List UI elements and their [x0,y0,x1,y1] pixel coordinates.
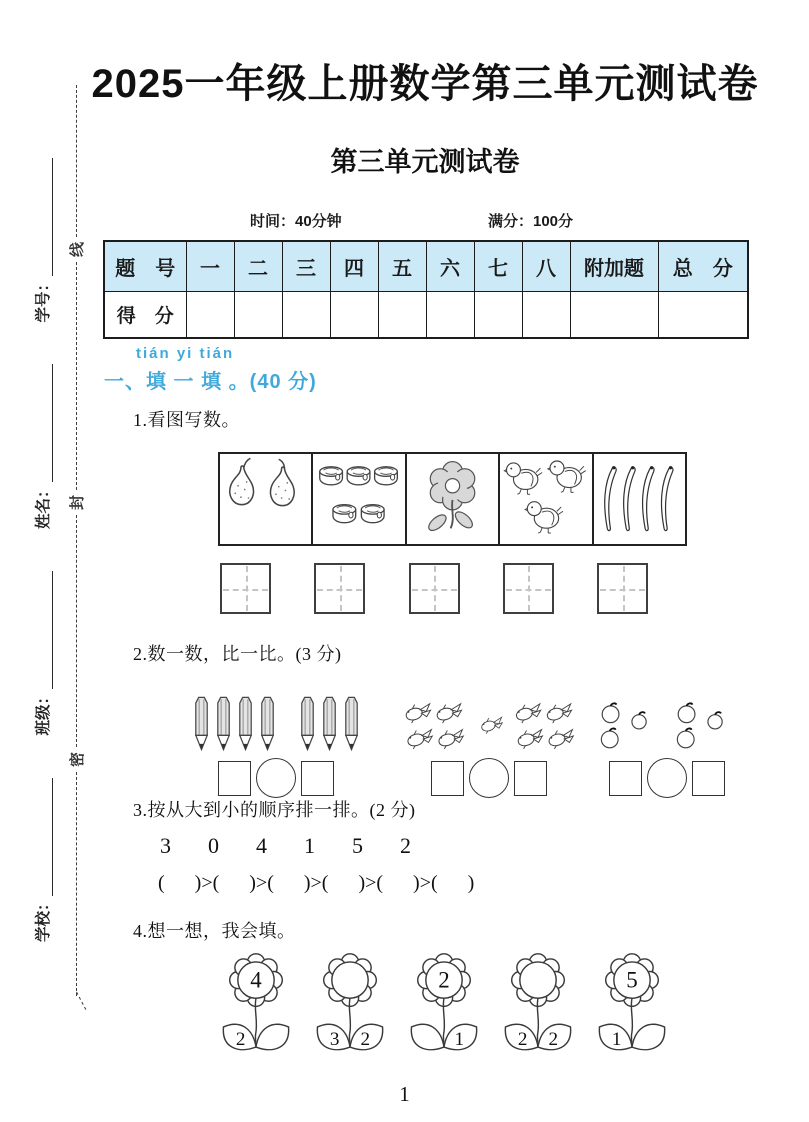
score-cell-empty [570,292,658,339]
seal-line-segment [76,772,77,996]
tomatoes-illustration [598,672,736,752]
q3-number: 4 [256,833,267,858]
time-limit-label: 时间：40分钟 [250,213,342,230]
pears-illustration [222,457,310,541]
q1-cell-bean-pods [592,454,685,544]
flower-center-number[interactable]: 5 [626,967,638,993]
compare-box[interactable] [431,761,464,796]
score-table-header-row [104,241,748,292]
q1-cell-flower [405,454,498,544]
compare-box[interactable] [514,761,547,796]
seal-line-hook [76,992,86,1010]
page-title: 2025一年级上册数学第三单元测试卷 [91,62,759,106]
seal-line [65,78,87,1012]
writing-grid-box[interactable] [314,563,365,614]
writing-grid-box[interactable] [409,563,460,614]
score-cell-empty [658,292,748,339]
class-field [31,571,53,736]
compare-box[interactable] [301,761,334,796]
compare-circle[interactable] [647,758,687,798]
number-flower-4 [494,950,582,1058]
school-blank-line [37,778,53,896]
score-cell-empty [330,292,378,339]
score-table-header-cell: 五 [378,241,426,292]
school-label: 学校： [35,895,52,943]
q1-cell-pears [220,454,311,544]
page-number: 1 [399,1082,410,1106]
score-table-header-cell: 一 [186,241,234,292]
q2-group-tomatoes [594,672,739,798]
seal-char-xian: 线 [68,241,86,257]
q3-number: 0 [208,833,219,858]
q1-cell-chicks [498,454,591,544]
score-row-label: 得 分 [104,292,186,339]
question3-text: 3.按从大到小的顺序排一排。(2 分) [133,800,416,820]
seal-line-segment [76,515,77,747]
score-table-header-cell: 四 [330,241,378,292]
score-cell-empty [282,292,330,339]
seal-char-mi: 密 [68,751,86,767]
q3-number: 3 [160,833,171,858]
q3-number: 5 [352,833,363,858]
flower-right-leaf-number[interactable]: 2 [360,1029,371,1051]
q1-answer-boxes [220,563,648,614]
seal-line-segment [76,85,77,237]
pencils-illustration [192,672,361,752]
student-info-fields [29,110,55,990]
q2-group-fish [394,672,584,798]
score-table-score-row [104,292,748,339]
question1-text: 1.看图写数。 [133,410,240,430]
score-table-header-cell: 六 [426,241,474,292]
writing-grid-box[interactable] [597,563,648,614]
q2-compare-fish [431,758,547,798]
flower-left-leaf-number[interactable]: 1 [611,1029,622,1051]
cans-illustration [315,457,403,541]
q2-group-pencils [186,672,366,798]
score-cell-empty [522,292,570,339]
full-score-label: 满分：100分 [488,213,574,230]
q3-number-list [160,833,411,859]
number-flower-1 [212,950,300,1058]
flower-left-leaf-number[interactable]: 2 [235,1029,246,1051]
question2-text: 2.数一数，比一比。(3 分) [133,644,342,664]
score-table-header-cell: 三 [282,241,330,292]
compare-box[interactable] [609,761,642,796]
flower-center-number[interactable]: 2 [438,967,450,993]
name-label: 姓名： [35,482,52,529]
q4-flowers [212,950,676,1058]
student-number-label: 学号： [35,275,52,323]
page-subtitle: 第三单元测试卷 [330,147,520,177]
number-flower-5 [588,950,676,1058]
q2-compare-tomatoes [609,758,725,798]
chicks-illustration [502,457,590,541]
q3-number: 1 [304,833,315,858]
compare-circle[interactable] [469,758,509,798]
writing-grid-box[interactable] [503,563,554,614]
compare-circle[interactable] [256,758,296,798]
flower-right-leaf-number[interactable]: 2 [548,1029,559,1051]
q2-groups [186,672,741,797]
q1-cell-cans [311,454,404,544]
section1-heading: 一、填 一 填 。(40 分) [104,371,317,393]
writing-grid-box[interactable] [220,563,271,614]
q2-compare-pencils [218,758,334,798]
class-label: 班级： [35,689,52,736]
score-table-header-cell: 七 [474,241,522,292]
score-cell-empty [426,292,474,339]
flower-right-leaf-number[interactable]: 1 [454,1029,465,1051]
score-table-header-cell: 总 分 [658,241,748,292]
flower-left-leaf-number[interactable]: 2 [517,1029,528,1051]
number-flower-2 [306,950,394,1058]
name-blank-line [37,364,53,482]
student-number-blank-line [37,158,53,276]
fish-illustration [403,672,575,752]
name-field [31,364,53,529]
flower-center-number[interactable]: 4 [250,967,262,993]
score-cell-empty [186,292,234,339]
compare-box[interactable] [692,761,725,796]
q3-answer-blanks[interactable]: ( )>( )>( )>( )>( )>( ) [158,872,475,894]
score-cell-empty [378,292,426,339]
school-field [31,778,53,943]
student-number-field [31,158,53,323]
score-table-header-cell: 二 [234,241,282,292]
question4-text: 4.想一想，我会填。 [133,921,296,941]
section1-pinyin: tián yi tián [136,345,235,362]
seal-line-segment [76,262,77,490]
score-table [103,240,749,339]
score-cell-empty [234,292,282,339]
score-cell-empty [474,292,522,339]
flower-illustration [409,457,497,541]
q1-picture-strip [218,452,687,546]
bean-pods-illustration [595,457,683,541]
number-flower-3 [400,950,488,1058]
seal-char-feng: 封 [68,494,86,510]
compare-box[interactable] [218,761,251,796]
score-table-header-cell: 附加题 [570,241,658,292]
class-blank-line [37,571,53,689]
score-table-header-cell: 八 [522,241,570,292]
score-table-header-cell: 题 号 [104,241,186,292]
q3-number: 2 [400,833,411,858]
flower-left-leaf-number[interactable]: 3 [329,1029,340,1051]
